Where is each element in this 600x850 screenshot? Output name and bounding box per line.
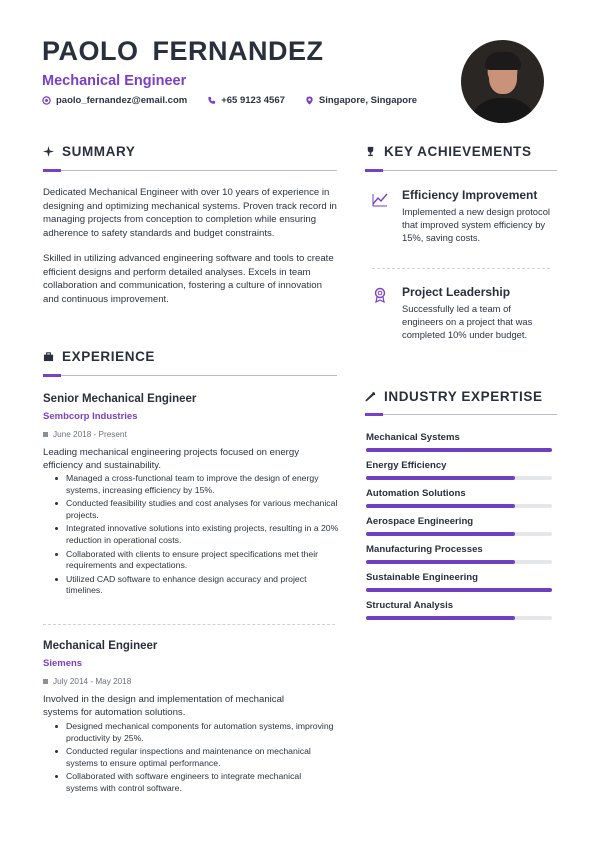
job-company: Sembcorp Industries bbox=[43, 411, 138, 422]
achievement-text: Implemented a new design protocol that improved system efficiency by 15%, saving costs. bbox=[402, 206, 551, 243]
job-separator bbox=[43, 624, 335, 625]
job-description: Leading mechanical engineering projects focused on energy efficiency and sustainability. bbox=[43, 447, 300, 471]
achievement-title: Efficiency Improvement bbox=[402, 188, 538, 202]
skill-item bbox=[366, 488, 552, 508]
phone-text: +65 9123 4567 bbox=[221, 95, 285, 106]
expertise-rule bbox=[365, 414, 557, 415]
wrench-icon bbox=[365, 391, 376, 402]
summary-title: SUMMARY bbox=[62, 144, 136, 159]
experience-title: EXPERIENCE bbox=[62, 349, 156, 364]
job-dates bbox=[43, 430, 127, 439]
job-title: Senior Mechanical Engineer bbox=[43, 393, 197, 405]
skill-track bbox=[366, 448, 552, 452]
briefcase-icon bbox=[43, 351, 54, 362]
skill-label: Manufacturing Processes bbox=[366, 544, 483, 555]
calendar-icon bbox=[43, 679, 48, 684]
summary-rule-accent bbox=[43, 169, 61, 172]
achievement-separator bbox=[372, 268, 550, 269]
expertise-heading bbox=[365, 389, 543, 404]
sparkle-icon bbox=[43, 146, 54, 157]
job-description: Involved in the design and implementation of mechanical systems for automation solutions. bbox=[43, 694, 285, 718]
skill-fill bbox=[366, 560, 515, 564]
trend-up-icon bbox=[372, 191, 388, 207]
contact-bar bbox=[42, 95, 417, 106]
job-bullets bbox=[54, 473, 344, 599]
contact-email[interactable] bbox=[42, 95, 187, 106]
candidate-role: Mechanical Engineer bbox=[42, 73, 187, 89]
email-text: paolo_fernandez@email.com bbox=[56, 95, 188, 106]
contact-location bbox=[305, 95, 417, 106]
skill-label: Automation Solutions bbox=[366, 488, 466, 499]
expertise-rule-accent bbox=[365, 413, 383, 416]
list-item: Managed a cross-functional team to improve the design of energy systems, increasing efficiency by 15%. bbox=[54, 473, 344, 496]
job-bullets bbox=[54, 721, 334, 797]
skill-fill bbox=[366, 476, 515, 480]
skill-label: Mechanical Systems bbox=[366, 432, 460, 443]
skill-label: Energy Efficiency bbox=[366, 460, 447, 471]
profile-photo bbox=[461, 40, 544, 123]
calendar-icon bbox=[43, 432, 48, 437]
at-icon bbox=[42, 96, 51, 105]
achievements-rule bbox=[365, 170, 557, 171]
list-item: Conducted regular inspections and maintenance on mechanical systems to ensure optimal performance. bbox=[54, 746, 334, 769]
skill-track bbox=[366, 616, 552, 620]
list-item: Collaborated with clients to ensure project specifications met their requirements and expectations. bbox=[54, 549, 344, 572]
job-dates-text: July 2014 - May 2018 bbox=[53, 677, 132, 686]
achievements-heading bbox=[365, 144, 532, 159]
summary-paragraph-1: Dedicated Mechanical Engineer with over 10 years of experience in designing and optimizing mechanical systems. Proven track record in managing projects from conception to completion while ensuring adherence to safety standards and budget constraints. bbox=[43, 187, 337, 239]
achievements-title: KEY ACHIEVEMENTS bbox=[384, 144, 532, 159]
skill-item bbox=[366, 600, 552, 620]
skill-item bbox=[366, 572, 552, 592]
skill-item bbox=[366, 516, 552, 536]
job-dates bbox=[43, 677, 131, 686]
summary-rule bbox=[43, 170, 337, 171]
skill-track bbox=[366, 476, 552, 480]
list-item: Collaborated with software engineers to integrate mechanical systems with control software. bbox=[54, 771, 334, 794]
contact-phone[interactable] bbox=[207, 95, 285, 106]
skill-track bbox=[366, 504, 552, 508]
medal-icon bbox=[372, 287, 388, 303]
location-pin-icon bbox=[305, 96, 314, 105]
skill-item bbox=[366, 432, 552, 452]
candidate-name: PAOLO FERNANDEZ bbox=[42, 36, 324, 66]
list-item: Utilized CAD software to enhance design accuracy and project timelines. bbox=[54, 574, 344, 597]
skill-fill bbox=[366, 588, 552, 592]
achievement-text: Successfully led a team of engineers on a project that was completed 10% under budget. bbox=[402, 303, 533, 340]
achievements-rule-accent bbox=[365, 169, 383, 172]
skill-fill bbox=[366, 504, 515, 508]
list-item: Designed mechanical components for automation systems, improving productivity by 25%. bbox=[54, 721, 334, 744]
experience-heading bbox=[43, 349, 155, 364]
trophy-icon bbox=[365, 146, 376, 157]
skill-track bbox=[366, 588, 552, 592]
experience-rule-accent bbox=[43, 374, 61, 377]
location-text: Singapore, Singapore bbox=[318, 95, 418, 106]
achievement-title: Project Leadership bbox=[402, 285, 511, 299]
summary-paragraph-2: Skilled in utilizing advanced engineering software and tools to create efficient designs and perform detailed analyses. Excels in team collaboration and communication, fostering a culture of innovation and continuous improvement. bbox=[43, 253, 334, 305]
skill-track bbox=[366, 560, 552, 564]
list-item: Integrated innovative solutions into existing projects, resulting in a 20% reduction in operational costs. bbox=[54, 523, 344, 546]
job-dates-text: June 2018 - Present bbox=[53, 430, 127, 439]
experience-rule bbox=[43, 375, 337, 376]
skill-item bbox=[366, 544, 552, 564]
skill-fill bbox=[366, 532, 515, 536]
job-company: Siemens bbox=[43, 658, 83, 669]
skill-item bbox=[366, 460, 552, 480]
skill-label: Aerospace Engineering bbox=[366, 516, 474, 527]
skill-label: Structural Analysis bbox=[366, 600, 454, 611]
phone-icon bbox=[207, 96, 216, 105]
expertise-title: INDUSTRY EXPERTISE bbox=[384, 389, 543, 404]
job-title: Mechanical Engineer bbox=[43, 640, 158, 652]
skill-track bbox=[366, 532, 552, 536]
summary-heading bbox=[43, 144, 135, 159]
skill-fill bbox=[366, 448, 552, 452]
list-item: Conducted feasibility studies and cost analyses for various mechanical projects. bbox=[54, 498, 344, 521]
skill-label: Sustainable Engineering bbox=[366, 572, 478, 583]
skill-fill bbox=[366, 616, 515, 620]
